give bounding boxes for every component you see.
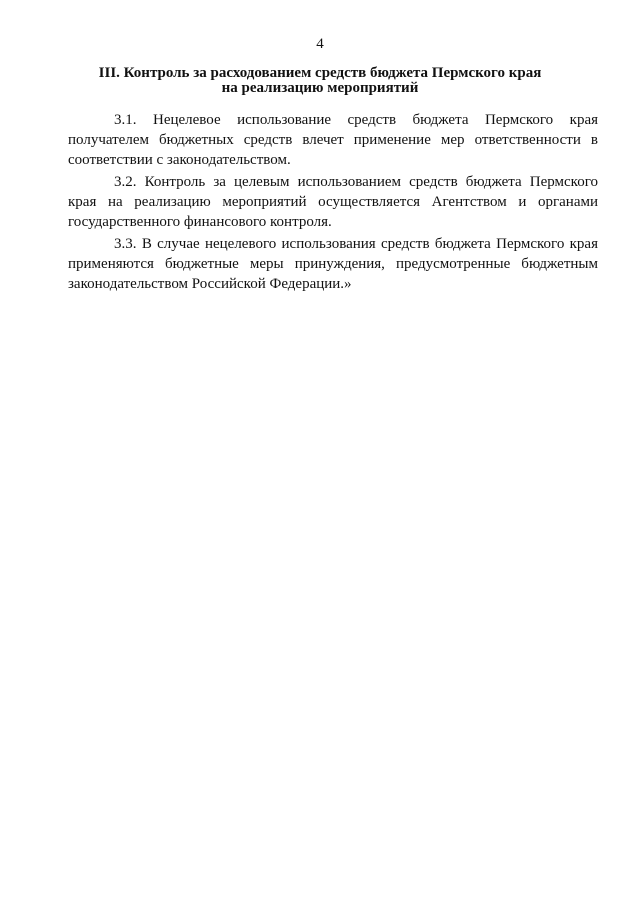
paragraph-3-1: 3.1. Нецелевое использование средств бюджета Пермского края получателем бюджетных средств влечет применение мер ответственности в соответствии с законодательством.: [68, 112, 598, 168]
paragraph-3-3: 3.3. В случае нецелевого использования средств бюджета Пермского края применяются бюджетные меры принуждения, предусмотренные бюджетным законодательством Российской Федерации.»: [68, 236, 598, 292]
section-heading: [70, 66, 570, 96]
document-body: [68, 110, 598, 296]
section-heading-line-1: III. Контроль за расходованием средств бюджета Пермского края: [98, 65, 542, 81]
section-heading-line-2: на реализацию мероприятий: [221, 80, 419, 96]
page-number: 4: [316, 36, 324, 52]
paragraph-3-2: 3.2. Контроль за целевым использованием средств бюджета Пермского края на реализацию мероприятий осуществляется Агентством и органами государственного финансового контроля.: [68, 174, 598, 230]
